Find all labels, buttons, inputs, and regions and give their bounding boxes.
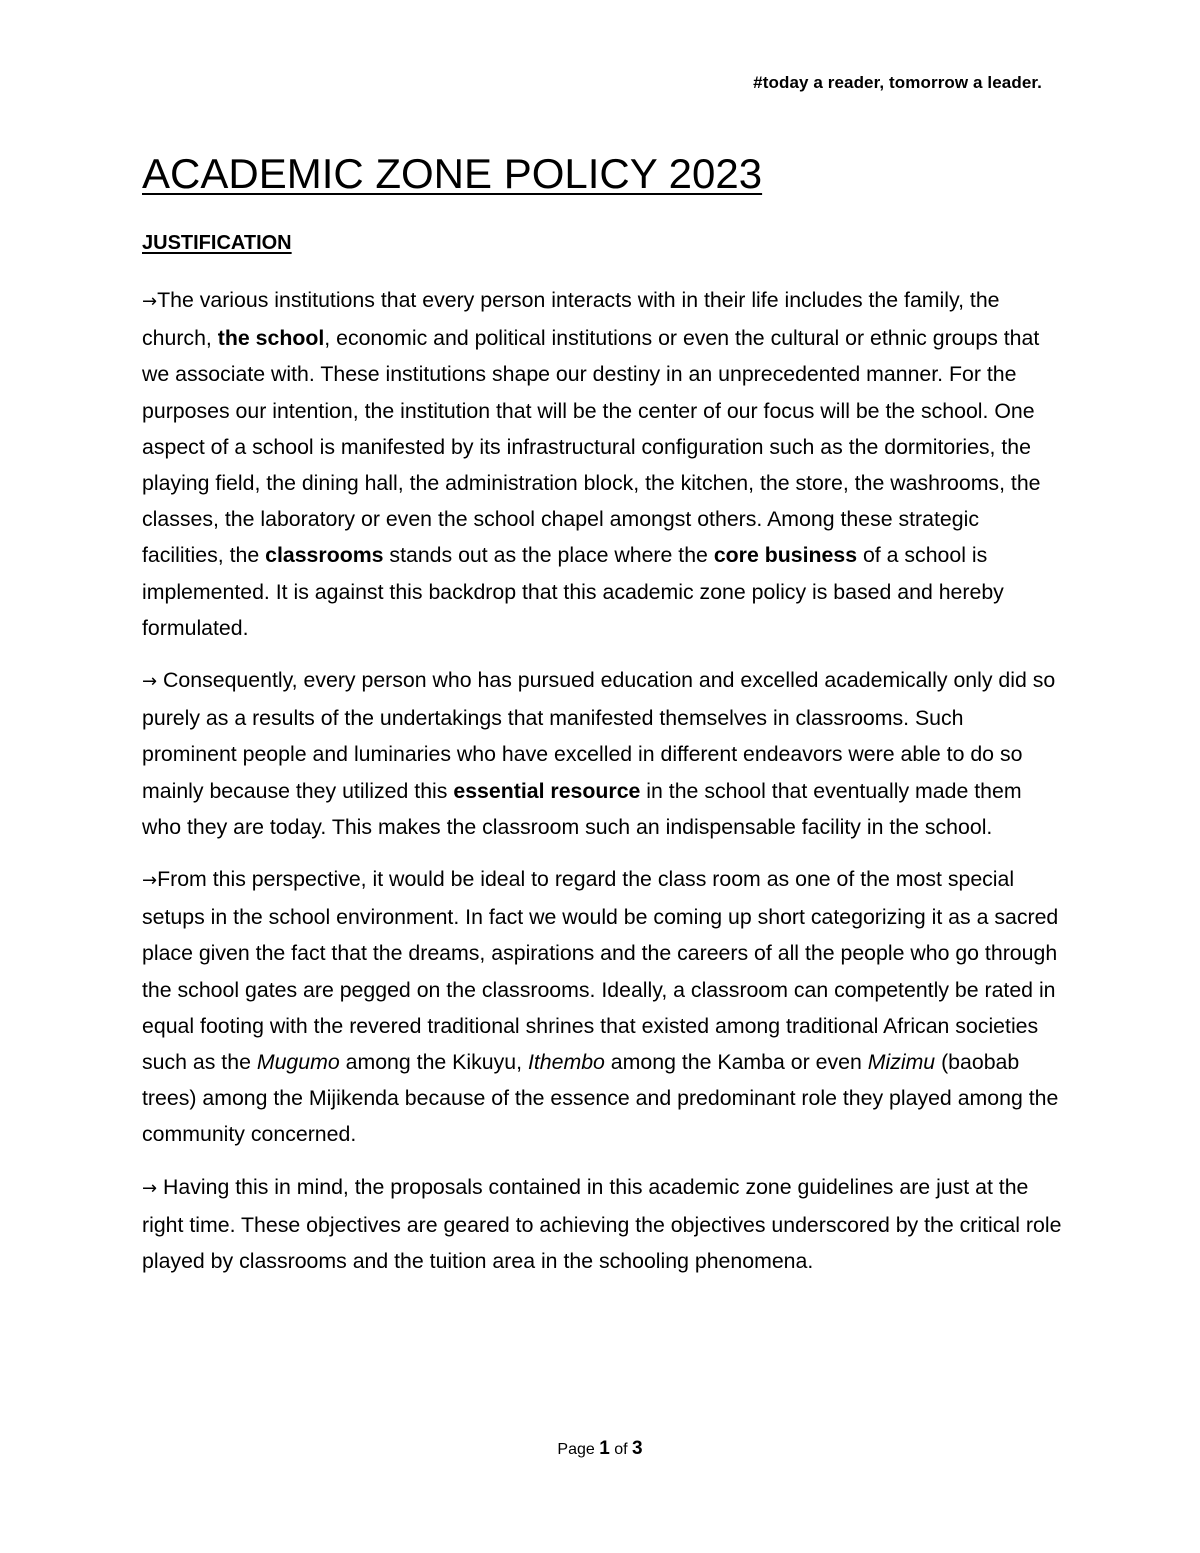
paragraph-text: From this perspective, it would be ideal to regard the class room as one of the most special setups in the school environment. In fact we would be coming up short categorizing it as a sacred place given the fact that the dreams, aspirations and the careers of all the people who go through the school gates are pegged on the classrooms. Ideally, a classroom can competently be rated in equal footing with the revered traditional shrines that existed among traditional African societies such as the xyxy=(142,867,1059,1075)
paragraph-text: among the Kamba or even xyxy=(604,1050,868,1075)
current-page-number: 1 xyxy=(599,1438,610,1459)
page-number-footer xyxy=(0,1438,1200,1460)
paragraph-text: , economic and political institutions or even the cultural or ethnic groups that we associate with. These institutions shape our destiny in an unprecedented manner. For the purposes our intention, the institution that will be the center of our focus will be the school. One aspect of a school is manifested by its infrastructural configuration such as the dormitories, the playing field, the dining hall, the administration block, the kitchen, the store, the washrooms, the classes, the laboratory or even the school chapel amongst others. Among these strategic facilities, the xyxy=(142,326,1041,568)
document-body xyxy=(142,282,1062,1295)
paragraph-text: stands out as the place where the xyxy=(383,543,714,568)
arrow-icon: → xyxy=(142,1177,158,1199)
italic-term: Mizimu xyxy=(867,1050,936,1075)
paragraph-text: The various institutions that every person interacts with in their life includes the family, the church, xyxy=(142,288,1000,351)
document-title: ACADEMIC ZONE POLICY 2023 xyxy=(142,150,763,197)
arrow-icon: → xyxy=(142,291,158,312)
paragraph-text: (baobab trees) among the Mijikenda because of the essence and predominant role they played among the community concerned. xyxy=(142,1050,1059,1147)
paragraph-text: in the school that eventually made them who they are today. This makes the classroom such an indispensable facility in the school. xyxy=(142,778,1022,839)
paragraph-text: Having this in mind, the proposals contained in this academic zone guidelines are just at the right time. These objectives are geared to achieving the objectives underscored by the critical role played by classrooms and the tuition area in the schooling phenomena. xyxy=(142,1174,1062,1274)
paragraph-text: Consequently, every person who has pursued education and excelled academically only did so purely as a results of the undertakings that manifested themselves in classrooms. Such prominent people and luminaries who have excelled in different endeavors were able to do so mainly because they utilized this xyxy=(142,668,1056,803)
bold-phrase: the school xyxy=(217,326,325,351)
total-page-count: 3 xyxy=(632,1438,643,1459)
arrow-icon: → xyxy=(142,870,158,892)
paragraph-text: of a school is implemented. It is against this backdrop that this academic zone policy is based and hereby formulated. xyxy=(142,543,1004,640)
paragraph-3 xyxy=(142,861,1062,1153)
italic-term: Mugumo xyxy=(256,1050,340,1075)
page-label: Page xyxy=(557,1441,600,1458)
bold-phrase: classrooms xyxy=(265,543,384,568)
section-heading-justification: JUSTIFICATION xyxy=(142,232,292,254)
paragraph-4 xyxy=(142,1169,1062,1280)
bold-phrase: core business xyxy=(713,543,858,568)
italic-term: Ithembo xyxy=(527,1050,605,1075)
paragraph-2 xyxy=(142,662,1062,845)
header-tagline: #today a reader, tomorrow a leader. xyxy=(753,73,1042,92)
of-label: of xyxy=(609,1441,633,1458)
arrow-icon: → xyxy=(142,671,158,693)
paragraph-text: among the Kikuyu, xyxy=(339,1050,528,1075)
bold-phrase: essential resource xyxy=(453,778,641,803)
paragraph-1 xyxy=(142,282,1062,646)
